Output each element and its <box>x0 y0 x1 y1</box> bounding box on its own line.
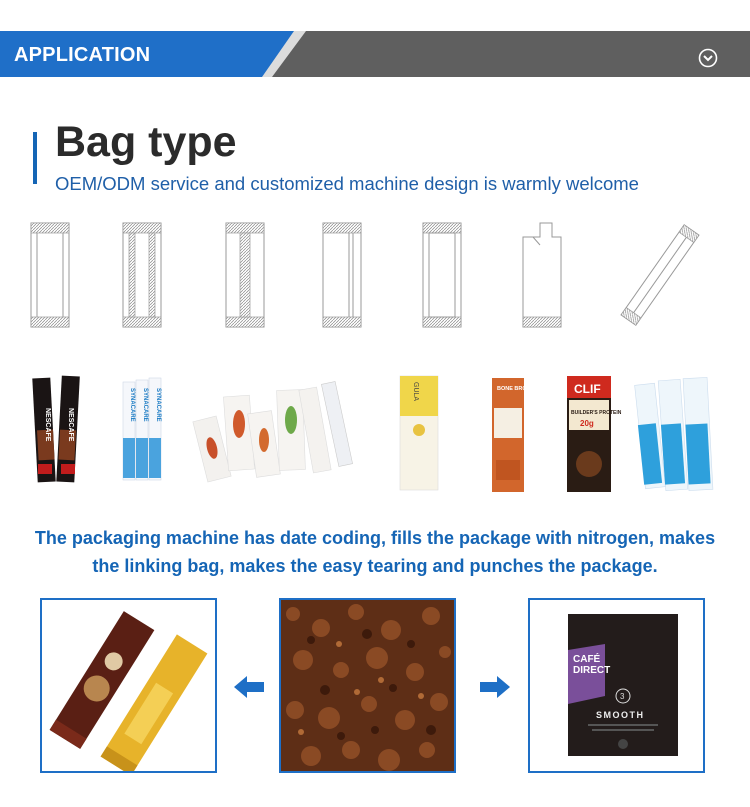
clif-brand: CLIF <box>574 382 601 396</box>
synacare-label: SYNACARE <box>142 388 148 422</box>
tilted-stick-bag-outline <box>621 225 699 325</box>
clif-bar-photo <box>567 376 622 492</box>
shaped-bag-outline <box>523 223 561 327</box>
nescafe-label: NESCAFE <box>44 408 51 442</box>
section-subtitle: OEM/ODM service and customized machine design is warmly welcome <box>55 173 639 194</box>
gula-label: GULA <box>412 382 419 402</box>
stick-bag-outline <box>31 223 69 327</box>
nescafe-sticks-photo <box>32 376 80 483</box>
clif-grams: 20g <box>580 419 594 428</box>
arrow-left-icon <box>234 676 264 698</box>
coffee-stick-packages-image <box>42 600 215 771</box>
blue-sticks-photo <box>635 377 713 490</box>
arrow-right-icon <box>480 676 510 698</box>
stick-bag-outline <box>226 223 264 327</box>
stick-bag-outline <box>423 223 461 327</box>
gula-stick-photo <box>400 376 438 490</box>
banner-title: APPLICATION <box>14 44 151 66</box>
stick-bag-outline <box>123 223 161 327</box>
chevron-down-circle-icon[interactable] <box>698 48 718 68</box>
cafe-direct-pouch-image <box>530 600 703 771</box>
caption-line-1: The packaging machine has date coding, fills the package with nitrogen, makes <box>34 528 716 548</box>
pouch-number: 3 <box>620 692 625 701</box>
clif-product: BUILDER'S PROTEIN <box>571 410 622 416</box>
coffee-granules-image <box>281 600 454 771</box>
nescafe-label: NESCAFE <box>67 408 74 442</box>
synacare-label: SYNACARE <box>155 388 161 422</box>
product-photo-row <box>0 368 750 498</box>
synacare-label: SYNACARE <box>129 388 135 422</box>
leaf-sachets-photo <box>193 381 353 482</box>
synacare-sticks-photo <box>123 378 161 480</box>
bone-broth-stick-photo <box>492 378 534 492</box>
pouch-brand-line2: DIRECT <box>573 665 611 676</box>
caption-line-2: the linking bag, makes the easy tearing and punches the package. <box>92 556 658 576</box>
title-accent-bar <box>33 132 37 184</box>
coffee-sticks-frame <box>40 598 217 773</box>
feature-caption <box>0 524 750 580</box>
coffee-granules-frame <box>279 598 456 773</box>
cafe-direct-frame <box>528 598 705 773</box>
section-title: Bag type <box>55 118 237 166</box>
bone-broth-label: BONE BROTH <box>497 386 534 392</box>
bag-outline-row <box>0 215 750 335</box>
pouch-name: SMOOTH <box>596 710 645 720</box>
pouch-brand-line1: CAFÉ <box>573 654 601 665</box>
stick-bag-outline <box>323 223 361 327</box>
